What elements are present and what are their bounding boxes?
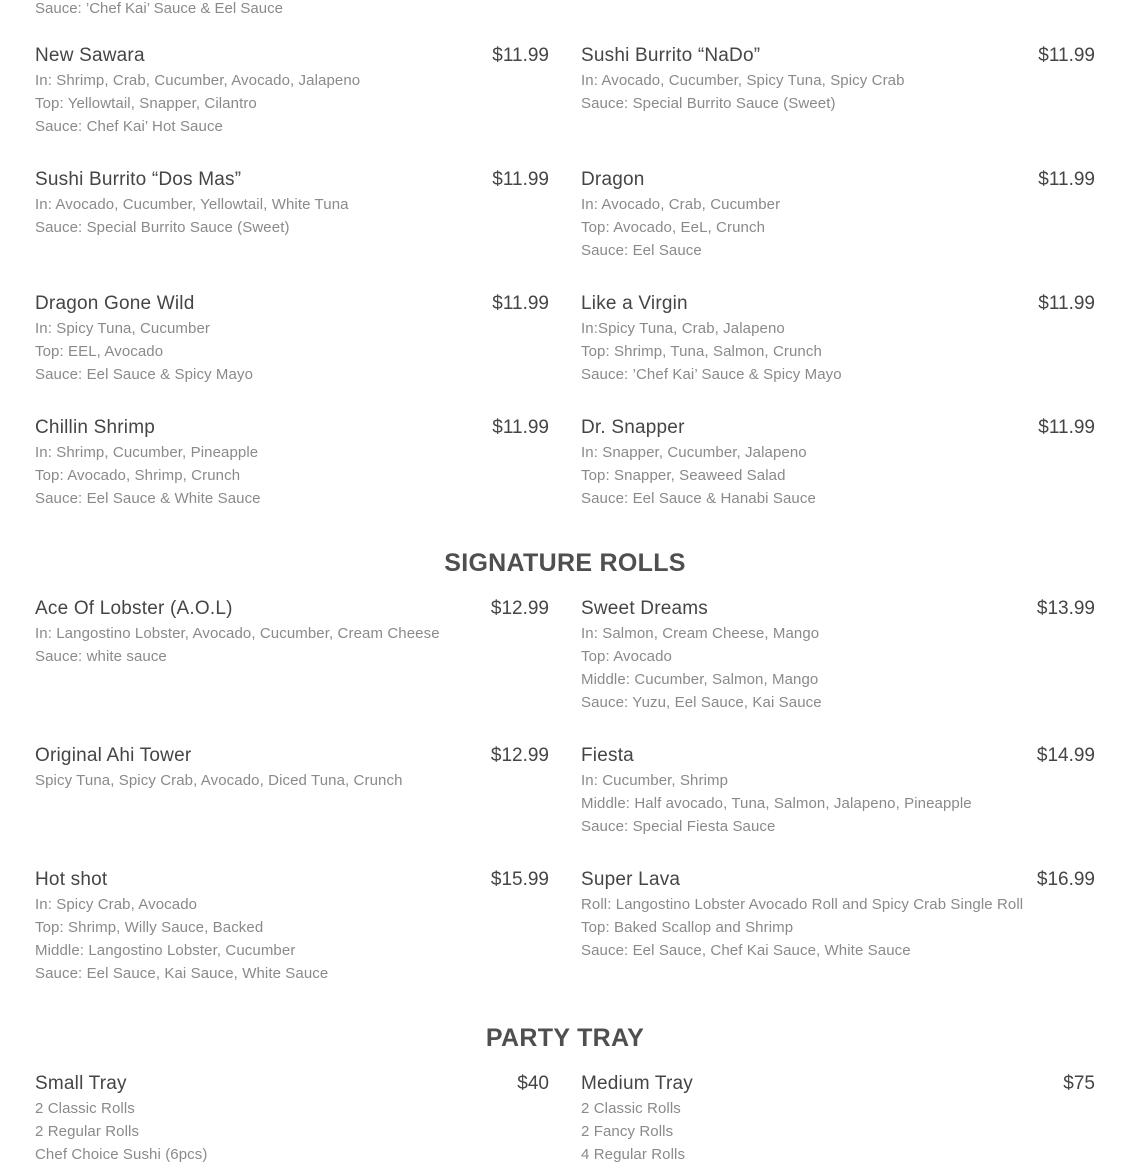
menu-item xyxy=(581,291,1095,386)
item-price: $11.99 xyxy=(1038,293,1095,314)
item-description-line: In: Snapper, Cucumber, Jalapeno xyxy=(581,444,807,461)
item-name: New Sawara xyxy=(35,45,145,66)
menu-item xyxy=(35,415,549,510)
item-description-line: Top: Avocado xyxy=(581,648,672,665)
menu-row xyxy=(35,1071,1095,1166)
menu-item xyxy=(581,596,1095,714)
item-description-line: In: Spicy Crab, Avocado xyxy=(35,896,198,913)
item-description-line: In: Shrimp, Crab, Cucumber, Avocado, Jalapeno xyxy=(35,72,361,89)
menu-item xyxy=(581,743,1095,838)
item-price: $13.99 xyxy=(1036,598,1095,619)
item-description-line: Sauce: Eel Sauce, Kai Sauce, White Sauce xyxy=(35,965,329,982)
menu-row xyxy=(35,596,1095,714)
menu-row xyxy=(35,415,1095,510)
item-description-line: In: Salmon, Cream Cheese, Mango xyxy=(581,625,820,642)
menu-row xyxy=(35,867,1095,985)
item-name: Ace Of Lobster (A.O.L) xyxy=(35,598,233,619)
item-price: $75 xyxy=(1063,1073,1095,1094)
item-name: Medium Tray xyxy=(581,1073,694,1094)
item-price: $15.99 xyxy=(490,869,549,890)
menu-item xyxy=(581,43,1095,138)
menu-row xyxy=(35,167,1095,262)
item-description-line: In: Avocado, Cucumber, Spicy Tuna, Spicy Crab xyxy=(581,72,905,89)
menu-row xyxy=(35,43,1095,138)
menu-item xyxy=(35,867,549,985)
item-description-line: In: Avocado, Cucumber, Yellowtail, White Tuna xyxy=(35,196,349,213)
partial-previous-item-sauce-line: Sauce: ’Chef Kai’ Sauce & Eel Sauce xyxy=(35,0,283,17)
item-description-line: Sauce: Eel Sauce & Hanabi Sauce xyxy=(581,490,816,507)
item-price: $11.99 xyxy=(1038,45,1095,66)
item-description-line: 4 Regular Rolls xyxy=(581,1146,686,1163)
item-description-line: Top: EEL, Avocado xyxy=(35,343,164,360)
item-name: Fiesta xyxy=(581,745,634,766)
item-description-line: Sauce: Special Burrito Sauce (Sweet) xyxy=(581,95,836,112)
menu-item xyxy=(35,743,549,838)
item-price: $11.99 xyxy=(1038,169,1095,190)
item-name: Original Ahi Tower xyxy=(35,745,192,766)
item-description-line: In:Spicy Tuna, Crab, Jalapeno xyxy=(581,320,785,337)
item-name: Sushi Burrito “Dos Mas” xyxy=(35,169,242,190)
item-description-line: In: Avocado, Crab, Cucumber xyxy=(581,196,781,213)
item-description-line: Roll: Langostino Lobster Avocado Roll and Spicy Crab Single Roll xyxy=(581,896,1024,913)
item-name: Dragon xyxy=(581,169,645,190)
item-price: $40 xyxy=(517,1073,549,1094)
item-description-line: Top: Snapper, Seaweed Salad xyxy=(581,467,786,484)
section-heading-signature-rolls: SIGNATURE ROLLS xyxy=(444,549,686,577)
item-name: Small Tray xyxy=(35,1073,127,1094)
item-description-line: Top: Shrimp, Tuna, Salmon, Crunch xyxy=(581,343,822,360)
menu-item xyxy=(581,1071,1095,1166)
menu-row xyxy=(35,291,1095,386)
item-name: Chillin Shrimp xyxy=(35,417,156,438)
item-price: $12.99 xyxy=(490,745,549,766)
item-description-line: Chef Choice Sushi (6pcs) xyxy=(35,1146,208,1163)
item-description-line: 2 Fancy Rolls xyxy=(581,1123,674,1140)
item-name: Like a Virgin xyxy=(581,293,688,314)
item-description-line: Top: Avocado, EeL, Crunch xyxy=(581,219,766,236)
item-description-line: In: Langostino Lobster, Avocado, Cucumber, Cream Cheese xyxy=(35,625,440,642)
item-description-line: Sauce: Chef Kai’ Hot Sauce xyxy=(35,118,223,135)
menu-item xyxy=(35,43,549,138)
item-description-line: Middle: Langostino Lobster, Cucumber xyxy=(35,942,296,959)
item-description-line: 2 Regular Rolls xyxy=(35,1123,140,1140)
item-description-line: Sauce: Yuzu, Eel Sauce, Kai Sauce xyxy=(581,694,822,711)
item-price: $12.99 xyxy=(490,598,549,619)
item-price: $11.99 xyxy=(1038,417,1095,438)
item-description-line: In: Spicy Tuna, Cucumber xyxy=(35,320,210,337)
item-description-line: Top: Avocado, Shrimp, Crunch xyxy=(35,467,241,484)
item-description-line: Middle: Half avocado, Tuna, Salmon, Jalapeno, Pineapple xyxy=(581,795,972,812)
item-price: $11.99 xyxy=(492,417,549,438)
item-description-line: Sauce: Eel Sauce & Spicy Mayo xyxy=(35,366,254,383)
item-description-line: Sauce: Special Burrito Sauce (Sweet) xyxy=(35,219,290,236)
item-description-line: In: Shrimp, Cucumber, Pineapple xyxy=(35,444,259,461)
item-description-line: Spicy Tuna, Spicy Crab, Avocado, Diced Tuna, Crunch xyxy=(35,772,403,789)
item-price: $11.99 xyxy=(492,169,549,190)
item-description-line: 2 Classic Rolls xyxy=(581,1100,681,1117)
item-description-line: Sauce: Eel Sauce, Chef Kai Sauce, White Sauce xyxy=(581,942,911,959)
item-price: $11.99 xyxy=(492,293,549,314)
item-description-line: Sauce: Eel Sauce & White Sauce xyxy=(35,490,261,507)
item-name: Super Lava xyxy=(581,869,681,890)
menu-item xyxy=(35,167,549,262)
item-price: $14.99 xyxy=(1036,745,1095,766)
item-description-line: Sauce: Eel Sauce xyxy=(581,242,702,259)
item-description-line: In: Cucumber, Shrimp xyxy=(581,772,729,789)
item-description-line: Middle: Cucumber, Salmon, Mango xyxy=(581,671,819,688)
menu-item xyxy=(581,867,1095,985)
menu-item xyxy=(35,291,549,386)
item-price: $16.99 xyxy=(1036,869,1095,890)
item-description-line: Sauce: Special Fiesta Sauce xyxy=(581,818,776,835)
item-description-line: Sauce: white sauce xyxy=(35,648,167,665)
item-description-line: Top: Yellowtail, Snapper, Cilantro xyxy=(35,95,257,112)
item-description-line: 2 Classic Rolls xyxy=(35,1100,135,1117)
item-name: Dragon Gone Wild xyxy=(35,293,195,314)
item-name: Dr. Snapper xyxy=(581,417,685,438)
menu-row xyxy=(35,743,1095,838)
item-name: Sweet Dreams xyxy=(581,598,708,619)
item-description-line: Top: Shrimp, Willy Sauce, Backed xyxy=(35,919,264,936)
item-name: Hot shot xyxy=(35,869,108,890)
section-heading-party-tray: PARTY TRAY xyxy=(485,1024,645,1052)
menu-item xyxy=(581,415,1095,510)
item-description-line: Top: Baked Scallop and Shrimp xyxy=(581,919,794,936)
menu-item xyxy=(35,1071,549,1166)
item-name: Sushi Burrito “NaDo” xyxy=(581,45,761,66)
menu-item xyxy=(35,596,549,714)
item-price: $11.99 xyxy=(492,45,549,66)
item-description-line: Sauce: ’Chef Kai’ Sauce & Spicy Mayo xyxy=(581,366,842,383)
menu-item xyxy=(581,167,1095,262)
